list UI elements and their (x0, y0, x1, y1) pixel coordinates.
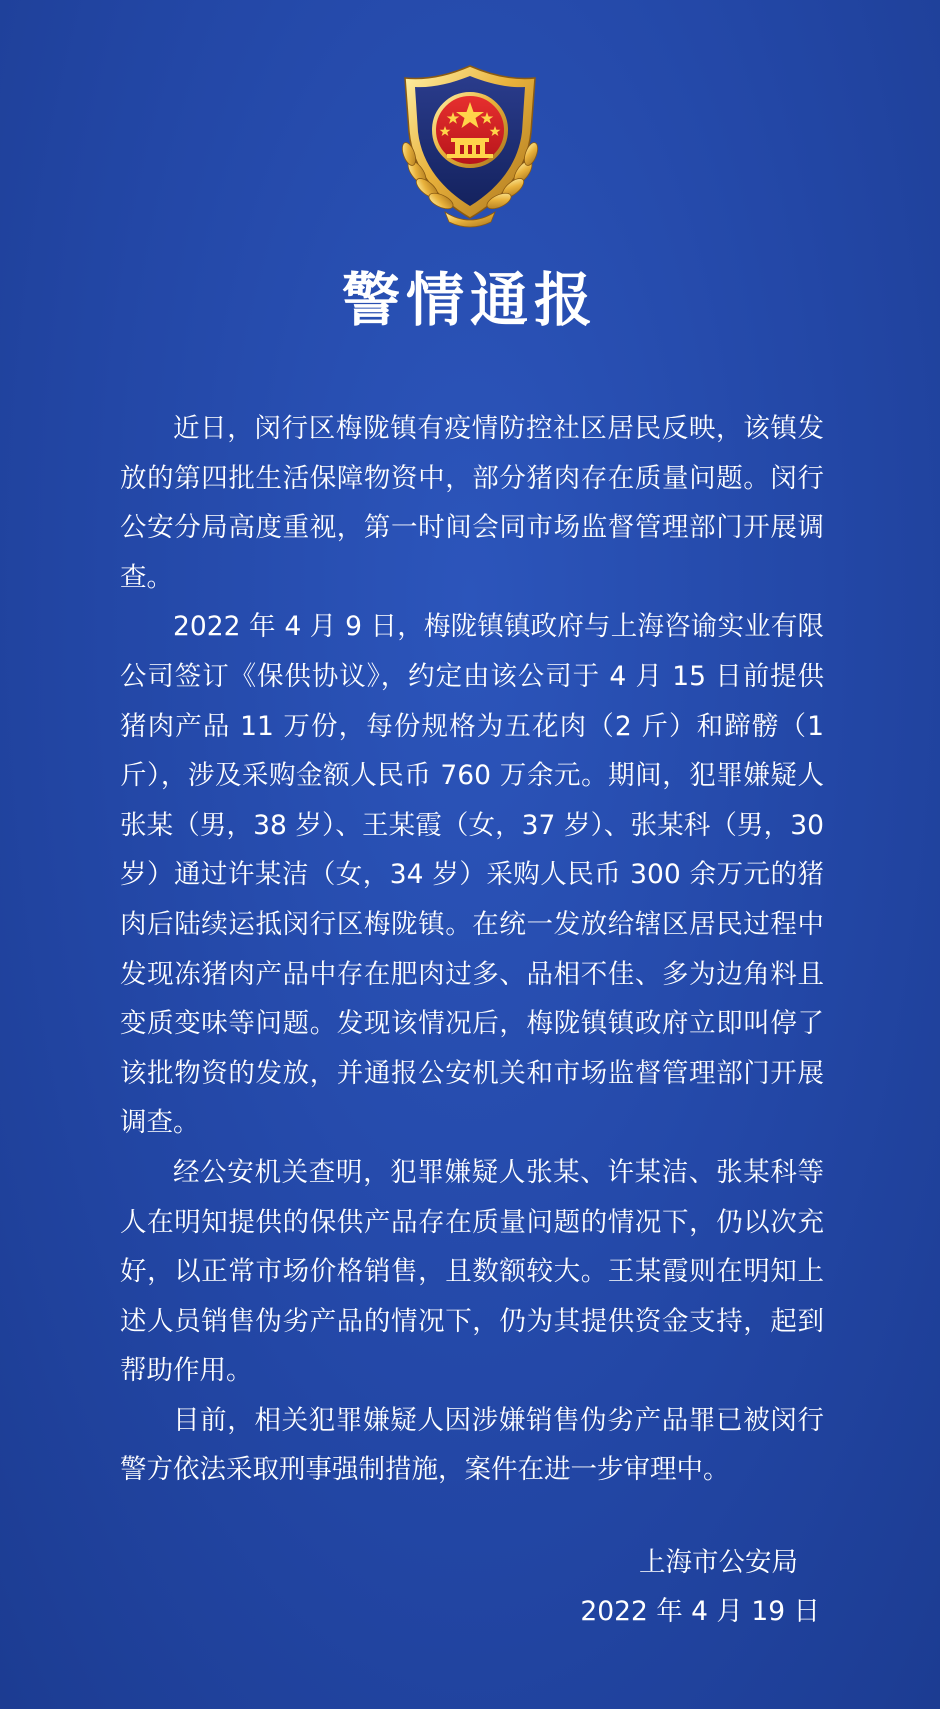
paragraph-1: 近日，闵行区梅陇镇有疫情防控社区居民反映，该镇发放的第四批生活保障物资中，部分猪肉存在质量问题。闵行公安分局高度重视，第一时间会同市场监督管理部门开展调查。 (120, 413, 824, 593)
emblem-container (0, 62, 940, 232)
paragraph-3: 经公安机关查明，犯罪嫌疑人张某、许某洁、张某科等人在明知提供的保供产品存在质量问题的情况下，仍以次充好，以正常市场价格销售，且数额较大。王某霞则在明知上述人员销售伪劣产品的情况下，仍为其提供资金支持，起到帮助作用。 (120, 1156, 824, 1387)
signature-date: 2022 年 4 月 19 日 (580, 1596, 820, 1627)
paragraph-2: 2022 年 4 月 9 日，梅陇镇镇政府与上海咨谕实业有限公司签订《保供协议》，约定由该公司于 4 月 15 日前提供猪肉产品 11 万份，每份规格为五花肉（2 斤）和蹄髈（1 斤），涉及采购金额人民币 760 万余元。期间，犯罪嫌疑人张某（男，38 岁）、王某霞（女，37 岁）、张某科（男，30 岁）通过许某洁（女，34 岁）采购人民币 300 余万元的猪肉后陆续运抵闵行区梅陇镇。在统一发放给辖区居民过程中发现冻猪肉产品中存在肥肉过多、品相不佳、多为边角料且变质变味等问题。发现该情况后，梅陇镇镇政府立即叫停了该批物资的发放，并通报公安机关和市场监督管理部门开展调查。 (120, 611, 824, 1139)
notice-title: 警情通报 (341, 266, 598, 334)
paragraph-4: 目前，相关犯罪嫌疑人因涉嫌销售伪劣产品罪已被闵行警方依法采取刑事强制措施，案件在进一步审理中。 (120, 1404, 824, 1486)
notice-body (120, 404, 824, 1495)
police-emblem-icon (387, 62, 553, 232)
signature-organization: 上海市公安局 (639, 1547, 798, 1578)
signature-block (580, 1538, 820, 1636)
